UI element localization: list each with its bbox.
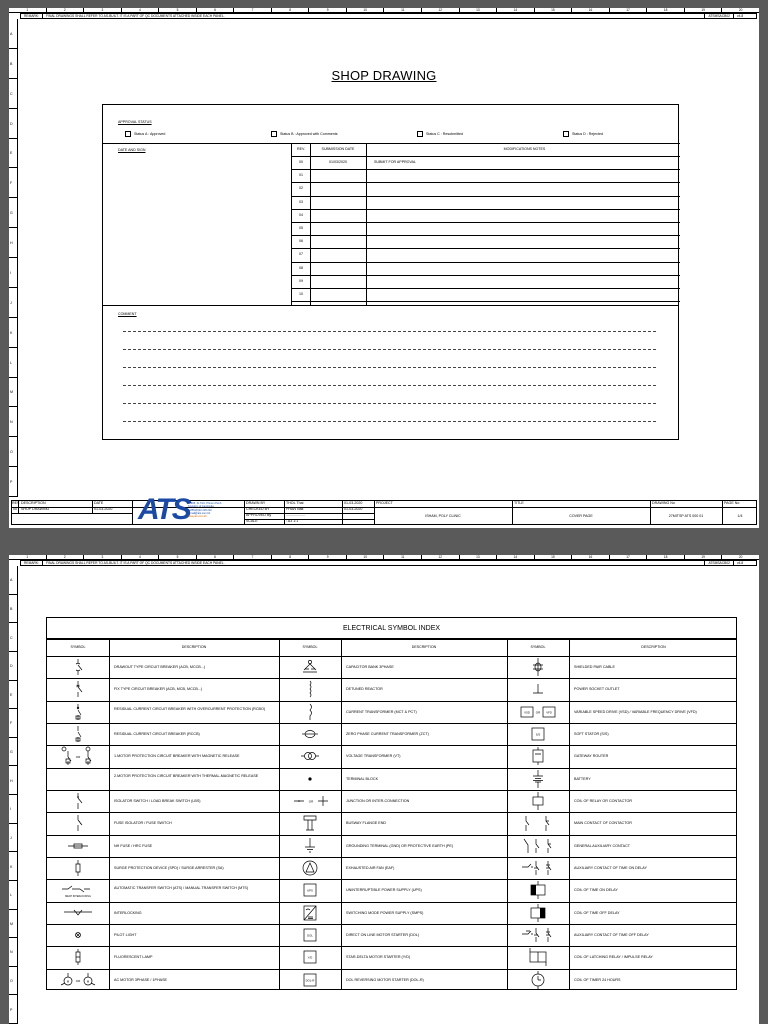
symbol-description: GATEWAY ROUTER xyxy=(574,754,609,759)
row-ruler xyxy=(9,566,18,1024)
ruler-letter: E xyxy=(10,692,13,697)
remark-code: ATSMSACB02 xyxy=(705,561,734,565)
ruler-letter: O xyxy=(10,450,13,455)
status-d-checkbox[interactable] xyxy=(563,131,569,137)
comment-label: COMMENT xyxy=(118,312,137,316)
ruler-number: 13 xyxy=(459,555,497,559)
ruler-number: 13 xyxy=(459,8,497,12)
capacitor-bank-icon xyxy=(279,656,341,678)
symbol-description: POWER SOCKET OUTLET xyxy=(574,687,620,692)
power-socket-icon xyxy=(507,678,569,700)
tb-date: 01-03-2020 xyxy=(94,507,113,511)
ruler-letter: G xyxy=(10,750,13,755)
nh-fuse-icon xyxy=(47,835,109,857)
fuse-isolator-icon xyxy=(47,812,109,834)
aux-contact-icon xyxy=(507,835,569,857)
ruler-number: 15 xyxy=(534,8,572,12)
checked-date: 01-03-2020 xyxy=(344,507,363,511)
svg-text:UPS: UPS xyxy=(307,888,313,893)
ruler-letter: G xyxy=(10,211,13,216)
symbol-description: FLUORESCENT LAMP xyxy=(114,955,153,960)
svg-text:OR: OR xyxy=(75,755,81,760)
ruler-number: 2 xyxy=(46,8,84,12)
symbol-description: TERMINAL BLOCK xyxy=(346,776,379,781)
ruler-number: 9 xyxy=(308,8,346,12)
ruler-letter: N xyxy=(10,950,13,955)
ruler-letter: A xyxy=(10,578,13,583)
ruler-letter: D xyxy=(10,664,13,669)
status-d[interactable]: Status D : Rejected xyxy=(563,131,603,137)
tb-desc: SHOP DRAWING xyxy=(21,507,50,511)
timer-24h-icon xyxy=(507,969,569,991)
ruler-letter: E xyxy=(10,151,13,156)
symbol-description: DETUNED REACTOR xyxy=(346,687,383,692)
motor-protection-icon xyxy=(47,745,109,767)
date-header: SUBMISSION DATE xyxy=(321,147,355,151)
relay-coil-icon xyxy=(507,790,569,812)
symbol-description: AUXILIARY CONTACT OF TIME ON DELAY xyxy=(574,865,647,870)
ruler-letter: C xyxy=(10,635,13,640)
symbol-description: FIX TYPE CIRCUIT BREAKER (ACB, MCB, MCCB...) xyxy=(114,687,203,692)
rcbo-icon xyxy=(47,701,109,723)
ruler-number: 7 xyxy=(233,8,271,12)
vsd-vfd-icon xyxy=(507,701,569,723)
ruler-number: 16 xyxy=(571,8,609,12)
aux-contact-on-delay-icon xyxy=(507,857,569,879)
symbol-description: 2.MOTOR PROTECTION CIRCUIT BREAKER WITH THERMAL-MAGNETIC RELEASE xyxy=(114,774,259,779)
drawout-breaker-icon xyxy=(47,656,109,678)
tb-date-label: DATE xyxy=(94,501,104,505)
ruler-letter: M xyxy=(10,921,13,926)
pilot-light-icon xyxy=(47,924,109,946)
ruler-letter: H xyxy=(10,778,13,783)
ruler-letter: C xyxy=(10,91,13,96)
symbol-description: COIL OF TIME ON DELAY xyxy=(574,888,618,893)
ruler-number: 3 xyxy=(83,555,121,559)
symbol-index-title: ELECTRICAL SYMBOL INDEX xyxy=(46,617,737,639)
description-header: DESCRIPTION xyxy=(411,645,437,649)
symbol-description: SOFT STATOR (S/S) xyxy=(574,731,609,736)
company-address: #. 305, St.7/16, Phnom Penh Kingdom of Cambodia (+855)(0)23 218 222 e-mail@ats.com.kh www.ats.com.kh xyxy=(188,502,222,519)
rev-cell: 05 xyxy=(299,226,303,230)
rev-cell: 08 xyxy=(299,265,303,270)
symbol-description: JUNCTION OR INTER-CONNECTION xyxy=(346,798,410,803)
symbol-description: PILOT LIGHT xyxy=(114,932,137,937)
symbol-description: DRAWOUT TYPE CIRCUIT BREAKER (ACB, MCCB...) xyxy=(114,664,206,669)
rev-cell: 01 xyxy=(299,173,303,178)
ruler-letter: A xyxy=(10,31,13,36)
ruler-number: 9 xyxy=(308,555,346,559)
rev-cell: 09 xyxy=(299,278,303,283)
symbol-description: 1.MOTOR PROTECTION CIRCUIT BREAKER WITH MAGNETIC RELEASE xyxy=(114,754,240,759)
symbol-description: SURGE PROTECTION DEVICE (SPD) / SURGE ARRESTER (SA) xyxy=(114,865,224,870)
ruler-number: 6 xyxy=(196,8,234,12)
gateway-router-icon xyxy=(507,745,569,767)
ruler-number: 4 xyxy=(121,8,159,12)
svg-text:MECH INTERLOCKING: MECH INTERLOCKING xyxy=(65,895,91,899)
symbol-description: CURRENT TRANSFORMER (MCT & PCT) xyxy=(346,709,417,714)
drawing-no: 27MITSP ATS 000 01 xyxy=(668,514,704,518)
ruler-letter: O xyxy=(10,979,13,984)
coil-on-delay-icon xyxy=(507,879,569,901)
detuned-reactor-icon xyxy=(279,678,341,700)
symbol-description: BATTERY xyxy=(574,776,591,781)
svg-text:OR: OR xyxy=(308,799,314,804)
battery-icon xyxy=(507,768,569,790)
ruler-number: 20 xyxy=(721,555,759,559)
symbol-description: DIRECT ON LINE MOTOR STARTER (DOL) xyxy=(346,932,420,937)
svg-text:VSD: VSD xyxy=(524,710,530,715)
symbol-description: COIL OF LATCHING RELAY / IMPULSE RELAY xyxy=(574,955,653,960)
ruler-number: 10 xyxy=(346,8,384,12)
remark-label: REMARK: xyxy=(21,14,43,18)
ac-motor-icon xyxy=(47,969,109,991)
ruler-number: 8 xyxy=(271,555,309,559)
terminal-block-icon xyxy=(279,768,341,790)
shielded-cable-icon xyxy=(507,656,569,678)
current-transformer-icon xyxy=(279,701,341,723)
status-c-checkbox[interactable] xyxy=(417,131,423,137)
symbol-description: SHIELDED PAIR CABLE xyxy=(574,664,615,669)
rev-cell: 06 xyxy=(299,239,303,244)
ruler-letter: L xyxy=(10,893,12,898)
company-logo: ATS xyxy=(138,493,190,526)
symbol-description: AUXILIARY CONTACT OF TIME OFF DELAY xyxy=(574,932,649,937)
project-name: ISHAM, POLY CLINIC xyxy=(425,514,461,518)
page-no: 1/4 xyxy=(737,514,743,518)
tb-rev-label: REV. xyxy=(12,501,21,505)
symbol-description: AUTOMATIC TRANSFER SWITCH (ATS) / MANUAL TRANSFER SWITCH (MTS) xyxy=(114,885,249,890)
symbol-description: GENERAL AUXILIARY CONTACT xyxy=(574,843,631,848)
symbol-description: RESIDUAL CURRENT CIRCUIT BREAKER (RCCB) xyxy=(114,731,200,736)
coil-off-delay-icon xyxy=(507,902,569,924)
symbol-description: ZERO PHASE CURRENT TRANSFORMER (ZCT) xyxy=(346,731,429,736)
remark-code: ATSMSACB02 xyxy=(705,14,734,18)
ruler-number: 19 xyxy=(684,555,722,559)
remark-text: FINAL DRAWINGS SHALL REFER TO AS-BUILT. IT IS A PART OF QC DOCUMENTS ATTACHED INSIDE EACH PANEL. xyxy=(43,561,705,565)
interlocking-icon xyxy=(47,902,109,924)
approval-status-label: APPROVAL STATUS xyxy=(118,120,152,124)
remark-bar xyxy=(20,560,757,566)
svg-text:OR: OR xyxy=(535,710,541,715)
symbol-description: GROUNDING TERMINAL (GND) OR PROTECTIVE EARTH (PE) xyxy=(346,843,454,848)
ruler-number: 17 xyxy=(609,555,647,559)
dol-icon xyxy=(279,924,341,946)
grounding-terminal-icon xyxy=(279,835,341,857)
ruler-number: 15 xyxy=(534,555,572,559)
drawn-by-label: DRAWN BY xyxy=(246,501,266,505)
tb-desc-label: DESCRIPTION xyxy=(21,501,46,505)
busway-flange-icon xyxy=(279,812,341,834)
ruler-letter: F xyxy=(10,181,13,186)
fluorescent-lamp-icon xyxy=(47,946,109,968)
note-cell: SUBMIT FOR APPROVAL xyxy=(374,160,417,164)
svg-text:S/S: S/S xyxy=(535,732,541,737)
symbol-description: VARIABLE SPEED DRIVE (VSD) / VARIABLE FREQUENCY DRIVE (VFD) xyxy=(574,709,697,714)
tb-rev: 00 xyxy=(13,507,17,511)
page-no-label: PAGE No xyxy=(724,501,740,505)
page-title: SHOP DRAWING xyxy=(331,68,437,83)
checked-by: PHAN Nak xyxy=(286,507,304,511)
dol-reversing-icon xyxy=(279,969,341,991)
status-b-checkbox[interactable] xyxy=(271,131,277,137)
ruler-letter: J xyxy=(10,835,12,840)
rev-cell: 10 xyxy=(299,292,303,296)
ruler-letter: I xyxy=(10,807,11,812)
ruler-number: 14 xyxy=(496,8,534,12)
rev-cell: 03 xyxy=(299,199,303,204)
ruler-letter: H xyxy=(10,241,13,246)
symbol-description: INTERLOCKING xyxy=(114,910,142,915)
svg-text:M: M xyxy=(86,979,90,984)
rev-cell: 00 xyxy=(299,160,303,164)
drawn-date: 01-03-2020 xyxy=(344,501,363,505)
symbol-index-sheet xyxy=(9,555,759,1024)
ups-icon xyxy=(279,879,341,901)
symbol-header: SYMBOL xyxy=(70,645,86,649)
ruler-number: 18 xyxy=(646,555,684,559)
ruler-letter: L xyxy=(10,360,12,365)
svg-text:Y/D: Y/D xyxy=(307,955,313,960)
description-header: DESCRIPTION xyxy=(641,645,666,649)
junction-icon xyxy=(279,790,341,812)
symbol-description: SWITCHING MODE POWER SUPPLY (SMPS) xyxy=(346,910,424,915)
star-delta-icon xyxy=(279,946,341,968)
symbol-description: DOL REVERSING MOTOR STARTER (DOL-R) xyxy=(346,977,424,982)
ruler-number: 5 xyxy=(158,8,196,12)
zero-phase-ct-icon xyxy=(279,723,341,745)
fixed-breaker-icon xyxy=(47,678,109,700)
approved-by: ................... xyxy=(286,513,305,517)
exhaust-fan-icon xyxy=(279,857,341,879)
svg-text:M: M xyxy=(66,979,70,984)
svg-text:OR: OR xyxy=(75,978,81,983)
isolator-switch-icon xyxy=(47,790,109,812)
date-sign-label: DATE AND SIGN xyxy=(118,148,146,152)
scale: : A3 1:1 xyxy=(286,519,299,523)
remark-text: FINAL DRAWINGS SHALL REFER TO AS-BUILT. IT IS A PART OF QC DOCUMENTS ATTACHED INSIDE EACH PANEL. xyxy=(43,14,705,18)
symbol-description: VOLTAGE TRANSFORMER (VT) xyxy=(346,754,401,759)
symbol-description: EXHAUSTED AIR FAN (EAF) xyxy=(346,865,395,870)
surge-device-icon xyxy=(47,857,109,879)
symbol-description: AC MOTOR 3PHASE / 1PHASE xyxy=(114,977,168,982)
ruler-letter: K xyxy=(10,330,13,335)
rev-cell: 07 xyxy=(299,252,303,257)
symbol-description: COIL OF TIME OFF DELAY xyxy=(574,910,620,915)
title-block xyxy=(11,493,757,526)
title-label: TITLE xyxy=(514,501,524,505)
notes-header: MODIFICATIONS NOTES xyxy=(503,147,546,151)
ruler-number: 20 xyxy=(721,8,759,12)
symbol-index-table xyxy=(46,639,737,990)
ruler-number: 14 xyxy=(496,555,534,559)
revision-table xyxy=(291,143,680,305)
symbol-description: FUSE ISOLATOR / FUSE SWITCH xyxy=(114,821,172,826)
symbol-description: STAR-DELTA MOTOR STARTER (Y/D) xyxy=(346,955,411,960)
ruler-number: 19 xyxy=(684,8,722,12)
main-contact-icon xyxy=(507,812,569,834)
approval-form xyxy=(102,104,679,440)
ruler-number: 11 xyxy=(383,555,421,559)
ruler-letter: B xyxy=(10,606,13,611)
ruler-number: 12 xyxy=(421,8,459,12)
soft-starter-icon xyxy=(507,723,569,745)
remark-label: REMARK: xyxy=(21,561,43,565)
voltage-transformer-icon xyxy=(279,745,341,767)
rev-cell: 04 xyxy=(299,212,303,217)
symbol-description: RESIDUAL CURRENT CIRCUIT BREAKER WITH OVERCURRENT PROTECTION (RCBO) xyxy=(114,707,266,712)
drawing-no-label: DRAWING No xyxy=(652,501,675,505)
ruler-letter: M xyxy=(10,390,13,395)
ruler-letter: K xyxy=(10,864,13,869)
status-b[interactable]: Status B : Approved with Comments xyxy=(271,131,338,137)
ruler-letter: J xyxy=(10,300,12,305)
cover-sheet xyxy=(9,8,759,528)
drawn-by: THOL Thai xyxy=(286,501,304,505)
ruler-letter: F xyxy=(10,721,13,726)
remark-bar xyxy=(20,13,757,19)
ruler-letter: I xyxy=(10,270,11,275)
symbol-header: SYMBOL xyxy=(530,645,546,649)
rev-cell: 02 xyxy=(299,186,303,191)
date-cell: 01/03/2020 xyxy=(329,160,347,164)
latching-relay-icon xyxy=(507,946,569,968)
ruler-number: 4 xyxy=(121,555,159,559)
scale-label: SCALE xyxy=(246,519,258,523)
ruler-letter: P xyxy=(10,1007,13,1012)
ruler-number: 16 xyxy=(571,555,609,559)
project-label: PROJECT xyxy=(376,501,393,505)
ruler-number: 1 xyxy=(26,555,29,559)
rccb-icon xyxy=(47,723,109,745)
ruler-number: 18 xyxy=(646,8,684,12)
ruler-letter: D xyxy=(10,121,13,126)
ruler-letter: N xyxy=(10,420,13,425)
ruler-number: 17 xyxy=(609,8,647,12)
ruler-number: 5 xyxy=(158,555,196,559)
ruler-number: 7 xyxy=(233,555,271,559)
status-a[interactable]: Status A : Approved xyxy=(125,131,165,137)
symbol-description: BUSWAY FLANGE END xyxy=(346,821,387,826)
symbol-header: SYMBOL xyxy=(302,645,318,649)
ruler-letter: B xyxy=(10,61,13,66)
symbol-description: NH FUSE / HRC FUSE xyxy=(114,843,153,848)
transfer-switch-icon xyxy=(47,879,109,901)
svg-text:VFD: VFD xyxy=(546,710,552,715)
description-header: DESCRIPTION xyxy=(181,645,207,649)
symbol-description: ISOLATOR SWITCH / LOAD BREAK SWITCH (LBS) xyxy=(114,798,201,803)
status-c[interactable]: Status C : Resubmitted xyxy=(417,131,463,137)
ruler-number: 6 xyxy=(196,555,234,559)
checked-by-label: CHECKED BY xyxy=(246,507,270,511)
symbol-description: COIL OF RELAY OR CONTACTOR xyxy=(574,798,632,803)
ruler-number: 12 xyxy=(421,555,459,559)
ruler-letter: P xyxy=(10,480,13,485)
symbol-description: UNINTERRUPTIBLE POWER SUPPLY (UPS) xyxy=(346,888,422,893)
ruler-number: 2 xyxy=(46,555,84,559)
ruler-number: 11 xyxy=(383,8,421,12)
status-a-checkbox[interactable] xyxy=(125,131,131,137)
symbol-description: MAIN CONTACT OF CONTACTOR xyxy=(574,821,632,826)
approved-by-label: APPROVED By xyxy=(246,513,272,517)
smps-icon xyxy=(279,902,341,924)
remark-rev: v4.8 xyxy=(737,14,744,18)
symbol-description: COIL OF TIMER 24 HOURS xyxy=(574,977,621,982)
ruler-number: 1 xyxy=(26,8,29,12)
rev-header: REV. xyxy=(296,147,306,151)
aux-contact-off-delay-icon xyxy=(507,924,569,946)
drawing-title: COVER PAGE xyxy=(569,514,593,518)
row-ruler xyxy=(9,19,18,497)
remark-rev: v4.8 xyxy=(737,561,744,565)
ruler-number: 8 xyxy=(271,8,309,12)
ruler-number: 3 xyxy=(83,8,121,12)
motor-protection-thermal-icon xyxy=(47,768,109,790)
svg-text:DOL: DOL xyxy=(307,933,313,938)
symbol-description: CAPACITOR BANK 3PHASE xyxy=(346,664,394,669)
svg-text:DOL-R: DOL-R xyxy=(305,978,315,983)
ruler-number: 10 xyxy=(346,555,384,559)
